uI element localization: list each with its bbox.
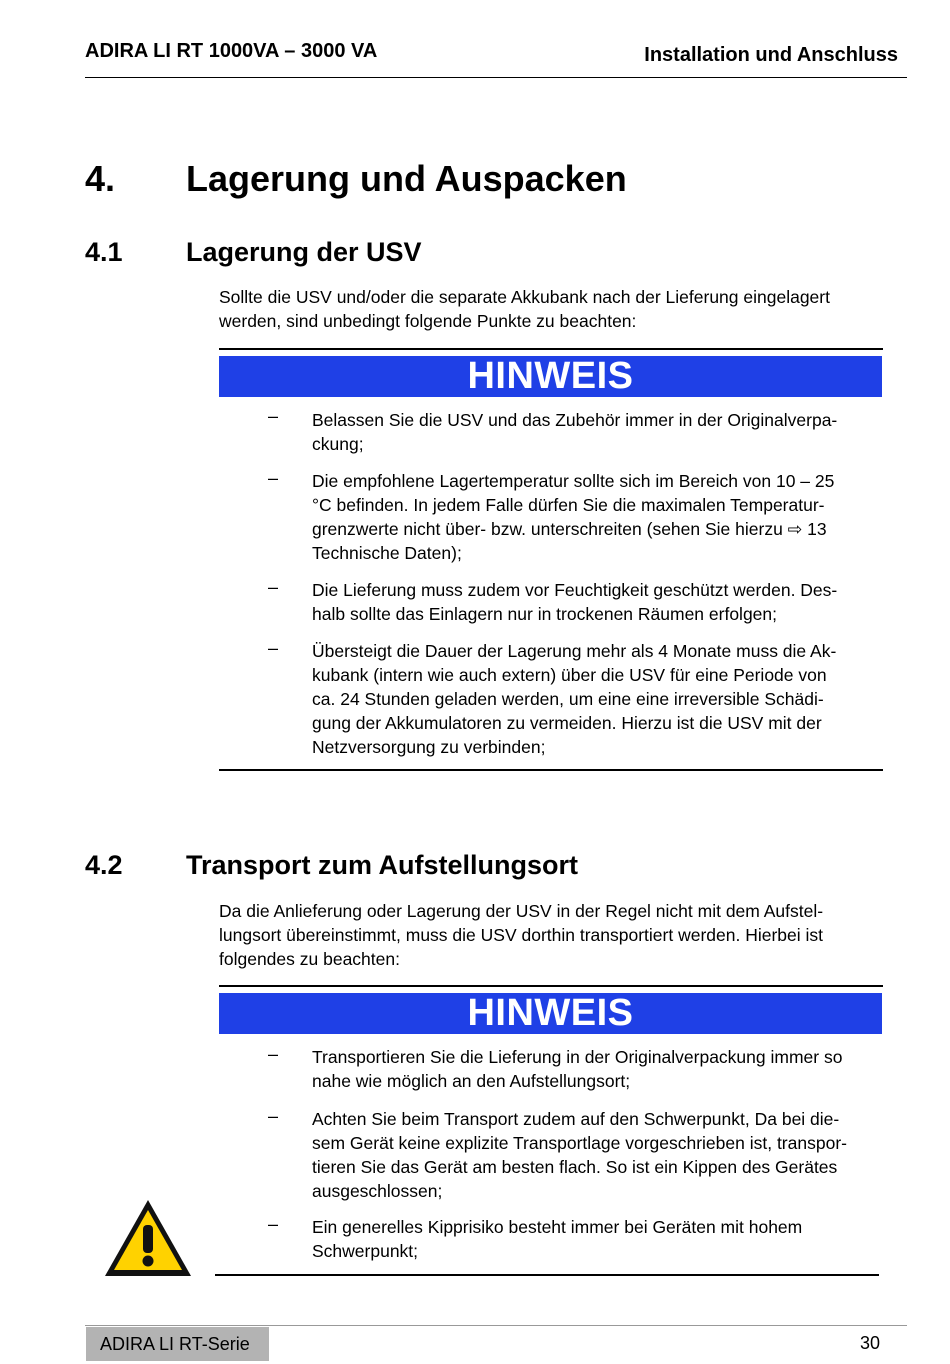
chapter-number: 4. bbox=[85, 158, 116, 199]
text-line: Technische Daten); bbox=[312, 543, 462, 563]
header-document-title: ADIRA LI RT 1000VA – 3000 VA bbox=[85, 40, 378, 62]
text-line: lungsort übereinstimmt, muss die USV dorthin transportiert werden. Hierbei ist bbox=[219, 925, 823, 945]
list-bullet: – bbox=[268, 406, 279, 426]
notice-top-rule bbox=[219, 985, 883, 987]
text-line: nahe wie möglich an den Aufstellungsort; bbox=[312, 1071, 631, 1091]
text-line: kubank (intern wie auch extern) über die USV für eine Periode von bbox=[312, 665, 827, 685]
footer-divider bbox=[85, 1325, 907, 1326]
text-line: Transportieren Sie die Lieferung in der Originalverpackung immer so bbox=[312, 1047, 843, 1067]
text-line: ca. 24 Stunden geladen werden, um eine eine irreversible Schädi- bbox=[312, 689, 824, 709]
text-line: werden, sind unbedingt folgende Punkte zu beachten: bbox=[219, 311, 637, 331]
header-section-title: Installation und Anschluss bbox=[644, 44, 898, 66]
text-line: Ein generelles Kipprisiko besteht immer bei Geräten mit hohem bbox=[312, 1217, 803, 1237]
text-line: Netzversorgung zu verbinden; bbox=[312, 737, 546, 757]
text-line: ausgeschlossen; bbox=[312, 1181, 443, 1201]
text-line: Achten Sie beim Transport zudem auf den Schwerpunkt, Da bei die- bbox=[312, 1109, 840, 1129]
text-line: tieren Sie das Gerät am besten flach. So ist ein Kippen des Gerätes bbox=[312, 1157, 838, 1177]
section-intro bbox=[219, 285, 889, 333]
list-bullet: – bbox=[268, 468, 279, 488]
warning-triangle-icon bbox=[102, 1197, 194, 1279]
list-bullet: – bbox=[268, 638, 279, 658]
notice-top-rule bbox=[219, 348, 883, 350]
header-divider bbox=[85, 77, 907, 78]
text-line: Belassen Sie die USV und das Zubehör immer in der Originalverpa- bbox=[312, 410, 838, 430]
list-item bbox=[312, 1107, 890, 1203]
list-bullet: – bbox=[268, 1044, 279, 1064]
section-number: 4.2 bbox=[85, 850, 123, 880]
list-item bbox=[312, 639, 890, 759]
list-bullet: – bbox=[268, 1106, 279, 1126]
notice-bottom-rule bbox=[215, 1274, 879, 1276]
text-line: ckung; bbox=[312, 434, 364, 454]
text-line: gung der Akkumulatoren zu vermeiden. Hierzu ist die USV mit der bbox=[312, 713, 822, 733]
list-bullet: – bbox=[268, 577, 279, 597]
list-item bbox=[312, 1045, 890, 1093]
text-line: Sollte die USV und/oder die separate Akkubank nach der Lieferung eingelagert bbox=[219, 287, 830, 307]
text-line: Die empfohlene Lagertemperatur sollte sich im Bereich von 10 – 25 bbox=[312, 471, 835, 491]
list-bullet: – bbox=[268, 1214, 279, 1234]
text-line: Die Lieferung muss zudem vor Feuchtigkeit geschützt werden. Des- bbox=[312, 580, 838, 600]
text-line: folgendes zu beachten: bbox=[219, 949, 400, 969]
section-title: Transport zum Aufstellungsort bbox=[186, 850, 579, 880]
text-line: Übersteigt die Dauer der Lagerung mehr als 4 Monate muss die Ak- bbox=[312, 641, 837, 661]
section-title: Lagerung der USV bbox=[186, 237, 422, 267]
notice-bottom-rule bbox=[219, 769, 883, 771]
text-line: sem Gerät keine explizite Transportlage vorgeschrieben ist, transpor- bbox=[312, 1133, 847, 1153]
text-line: grenzwerte nicht über- bzw. unterschreiten (sehen Sie hierzu ⇨ 13 bbox=[312, 519, 827, 539]
section-number: 4.1 bbox=[85, 237, 123, 267]
section-intro bbox=[219, 899, 889, 971]
list-item bbox=[312, 578, 890, 626]
list-item bbox=[312, 1215, 890, 1263]
notice-banner: HINWEIS bbox=[219, 356, 882, 397]
text-line: °C befinden. In jedem Falle dürfen Sie die maximalen Temperatur- bbox=[312, 495, 825, 515]
notice-banner: HINWEIS bbox=[219, 993, 882, 1034]
page-number: 30 bbox=[859, 1333, 880, 1353]
list-item bbox=[312, 469, 890, 565]
text-line: Da die Anlieferung oder Lagerung der USV in der Regel nicht mit dem Aufstel- bbox=[219, 901, 824, 921]
chapter-title: Lagerung und Auspacken bbox=[186, 158, 627, 199]
text-line: halb sollte das Einlagern nur in trockenen Räumen erfolgen; bbox=[312, 604, 778, 624]
text-line: Schwerpunkt; bbox=[312, 1241, 419, 1261]
list-item bbox=[312, 408, 890, 456]
footer-series-label: ADIRA LI RT-Serie bbox=[86, 1327, 269, 1361]
